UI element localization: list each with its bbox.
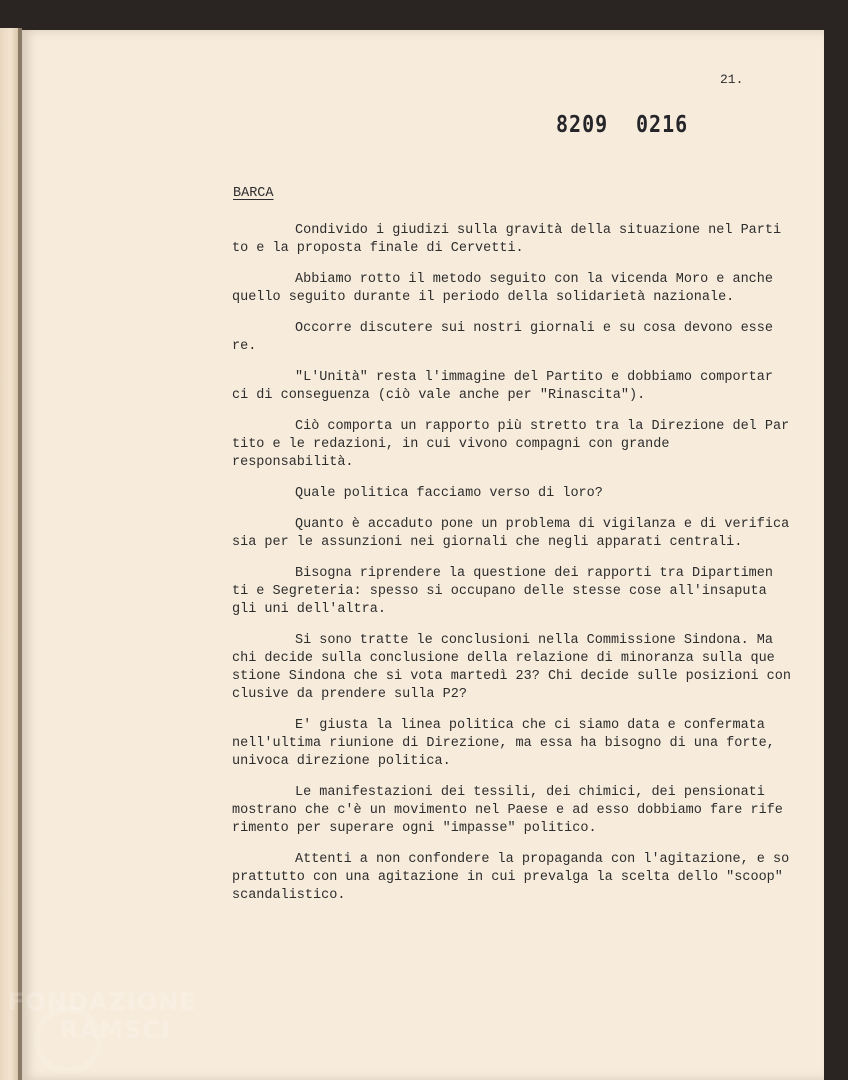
text-line: Occorre discutere sui nostri giornali e su cosa devono esse — [295, 321, 773, 336]
body-text — [232, 222, 792, 918]
text-line: Attenti a non confondere la propaganda con l'agitazione, e so — [295, 852, 790, 867]
text-line: quello seguito durante il periodo della solidarietà nazionale. — [232, 290, 735, 305]
paragraph — [232, 632, 792, 704]
text-line: scandalistico. — [232, 888, 346, 903]
previous-page-edge — [0, 28, 18, 1080]
text-line: nell'ultima riunione di Direzione, ma essa ha bisogno di una forte, — [232, 736, 775, 751]
text-line: Quale politica facciamo verso di loro? — [295, 486, 603, 501]
text-line: tito e le redazioni, in cui vivono compagni con grande responsabilità. — [232, 437, 670, 470]
text-line: mostrano che c'è un movimento nel Paese e ad esso dobbiamo fare rife — [232, 803, 783, 818]
text-line: "L'Unità" resta l'immagine del Partito e dobbiamo comportar — [295, 370, 773, 385]
archive-stamp-left: 8209 — [556, 110, 609, 138]
text-line: E' giusta la linea politica che ci siamo data e confermata — [295, 718, 765, 733]
watermark-line-1: FONDAZIONE — [8, 988, 197, 1016]
watermark — [8, 988, 197, 1044]
text-line: Le manifestazioni dei tessili, dei chimici, dei pensionati — [295, 785, 765, 800]
text-line: gli uni dell'altra. — [232, 602, 386, 617]
paragraph — [232, 565, 792, 619]
paragraph — [232, 222, 792, 258]
text-line: Condivido i giudizi sulla gravità della situazione nel Parti — [295, 223, 782, 238]
text-line: Bisogna riprendere la questione dei rapporti tra Dipartimen — [295, 566, 773, 581]
paragraph — [232, 418, 792, 472]
paragraph — [232, 516, 792, 552]
page-number: 21. — [720, 72, 744, 87]
speaker-heading: BARCA — [233, 186, 274, 201]
text-line: rimento per superare ogni "impasse" politico. — [232, 821, 597, 836]
text-line: chi decide sulla conclusione della relazione di minoranza sulla que — [232, 651, 775, 666]
text-line: prattutto con una agitazione in cui prevalga la scelta dello "scoop" — [232, 870, 783, 885]
paragraph — [232, 369, 792, 405]
text-line: ci di conseguenza (ciò vale anche per "Rinascita"). — [232, 388, 646, 403]
paragraph — [232, 851, 792, 905]
text-line: stione Sindona che si vota martedì 23? Chi decide sulle posizioni con — [232, 669, 791, 684]
text-line: re. — [232, 339, 257, 354]
watermark-line-2: RAMSCI — [60, 1016, 171, 1044]
paragraph — [232, 320, 792, 356]
paragraph — [232, 717, 792, 771]
text-line: Abbiamo rotto il metodo seguito con la vicenda Moro e anche — [295, 272, 773, 287]
paragraph — [232, 485, 792, 503]
text-line: sia per le assunzioni nei giornali che negli apparati centrali. — [232, 535, 743, 550]
text-line: Ciò comporta un rapporto più stretto tra la Direzione del Par — [295, 419, 790, 434]
paragraph — [232, 784, 792, 838]
text-line: univoca direzione politica. — [232, 754, 451, 769]
text-line: ti e Segreteria: spesso si occupano delle stesse cose all'insaputa — [232, 584, 767, 599]
paragraph — [232, 271, 792, 307]
archive-stamp-right: 0216 — [636, 110, 689, 138]
text-line: Si sono tratte le conclusioni nella Commissione Sindona. Ma — [295, 633, 773, 648]
text-line: to e la proposta finale di Cervetti. — [232, 241, 524, 256]
text-line: Quanto è accaduto pone un problema di vigilanza e di verifica — [295, 517, 790, 532]
text-line: clusive da prendere sulla P2? — [232, 687, 467, 702]
